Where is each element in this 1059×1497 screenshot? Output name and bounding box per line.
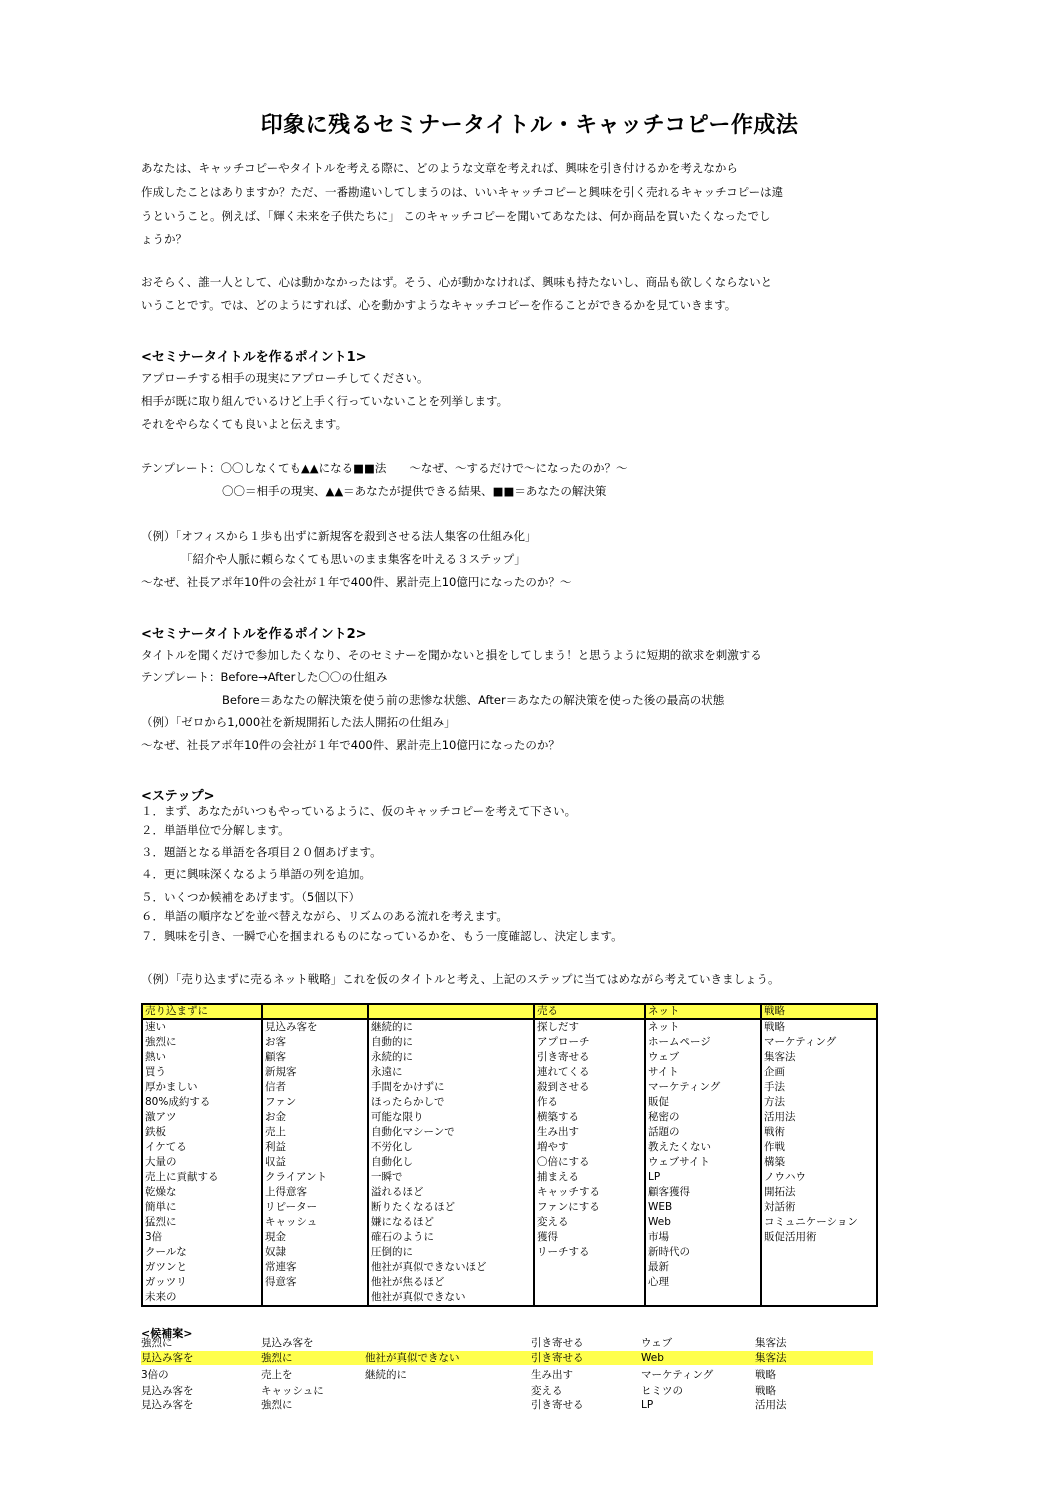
intro-line: ょうか？	[141, 232, 187, 246]
point1-line: 相手が既に取り組んでいるけど上手く行っていないことを列挙します。	[141, 394, 509, 408]
grid-column	[645, 1019, 761, 1306]
grid-word: 大量の	[145, 1156, 177, 1168]
candidate-word: 戦略	[755, 1369, 776, 1381]
grid-word: 自動的に	[371, 1036, 413, 1048]
point1-line: アプローチする相手の現実にアプローチしてください。	[141, 371, 429, 385]
grid-word: 得意客	[265, 1276, 297, 1288]
grid-word: 強烈に	[145, 1036, 177, 1048]
grid-word: 増やす	[537, 1141, 569, 1153]
grid-word: 断りたくなるほど	[371, 1201, 455, 1213]
grid-word: 熱い	[145, 1051, 166, 1063]
grid-word: 変える	[537, 1216, 569, 1228]
point1-heading: <セミナータイトルを作るポイント1>	[141, 350, 367, 365]
grid-column	[142, 1019, 262, 1306]
candidate-word: 3倍の	[141, 1369, 169, 1381]
grid-word: 売上	[265, 1126, 286, 1138]
grid-header-cell	[262, 1004, 368, 1019]
grid-word: 引き寄せる	[537, 1051, 590, 1063]
grid-word: コミュニケーション	[764, 1216, 858, 1228]
point2-example: ～なぜ、社長アポ年10件の会社が１年で400件、累計売上10億円になったのか？	[141, 738, 560, 752]
point1-example: ～なぜ、社長アポ年10件の会社が１年で400件、累計売上10億円になったのか？～	[141, 575, 572, 589]
grid-word: 自動化マシーンで	[371, 1126, 455, 1138]
point2-line: タイトルを聞くだけで参加したくなり、そのセミナーを聞かないと損をしてしまう！と思うように短期的欲求を刺激する	[141, 648, 762, 662]
point1-example: 「紹介や人脈に頼らなくても思いのまま集客を叶える３ステップ」	[181, 552, 526, 566]
point2-template: テンプレート：Before→Afterした〇〇の仕組み	[141, 670, 388, 684]
grid-word: 永続的に	[371, 1051, 413, 1063]
grid-word: 心理	[648, 1276, 669, 1288]
steps-heading: <ステップ>	[141, 789, 215, 804]
grid-word: 簡単に	[145, 1201, 177, 1213]
candidate-word: 見込み客を	[141, 1352, 194, 1364]
candidates-heading: <候補案>	[141, 1327, 193, 1340]
grid-word: 猛烈に	[145, 1216, 177, 1228]
grid-word: 開拓法	[764, 1186, 796, 1198]
intro-line: うということ。例えば、「輝く未来を子供たちに」 このキャッチコピーを聞いてあなたは、何か商品を買いたくなったでし	[141, 209, 771, 223]
grid-word: 話題の	[648, 1126, 680, 1138]
grid-word: 探しだす	[537, 1021, 579, 1033]
grid-word: 圧倒的に	[371, 1246, 413, 1258]
candidate-word: ヒミツの	[641, 1385, 683, 1397]
intro-line: あなたは、キャッチコピーやタイトルを考える際に、どのような文章を考えれば、興味を引き付けるかを考えなから	[141, 161, 738, 175]
grid-word: 連れてくる	[537, 1066, 590, 1078]
grid-word: クールな	[145, 1246, 187, 1258]
grid-word: 速い	[145, 1021, 166, 1033]
grid-word: 収益	[265, 1156, 286, 1168]
grid-header-cell: 売る	[534, 1004, 645, 1019]
grid-word: 確石のように	[371, 1231, 434, 1243]
grid-word: 不労化し	[371, 1141, 413, 1153]
grid-word: 顧客獲得	[648, 1186, 690, 1198]
candidate-word: 集客法	[755, 1337, 787, 1349]
grid-column	[761, 1019, 877, 1306]
candidate-word: ウェブ	[641, 1337, 673, 1349]
grid-word: 市場	[648, 1231, 669, 1243]
grid-column	[262, 1019, 368, 1306]
grid-word: 教えたくない	[648, 1141, 711, 1153]
candidate-word: キャッシュに	[261, 1385, 324, 1397]
grid-header-cell: ネット	[645, 1004, 761, 1019]
grid-column	[368, 1019, 534, 1306]
candidate-word: 変える	[531, 1385, 563, 1397]
grid-word: ノウハウ	[764, 1171, 806, 1183]
grid-word: 見込み客を	[265, 1021, 318, 1033]
grid-word: 横築する	[537, 1111, 579, 1123]
grid-word: 80%成約する	[145, 1096, 211, 1108]
grid-word: キャッチする	[537, 1186, 600, 1198]
step-item: ７．興味を引き、一瞬で心を掴まれるものになっているかを、もう一度確認し、決定します。	[141, 929, 623, 943]
candidate-word: 活用法	[755, 1399, 787, 1411]
grid-word: お金	[265, 1111, 286, 1123]
grid-word: 買う	[145, 1066, 166, 1078]
step-item: ５．いくつか候補をあげます。（5個以下）	[141, 890, 361, 904]
candidate-word: 生み出す	[531, 1369, 573, 1381]
grid-word: リピーター	[265, 1201, 318, 1213]
grid-word: 方法	[764, 1096, 785, 1108]
grid-word: 永遠に	[371, 1066, 403, 1078]
grid-word: キャッシュ	[265, 1216, 318, 1228]
grid-word: 活用法	[764, 1111, 796, 1123]
grid-word: LP	[648, 1171, 661, 1183]
grid-word: ガツンと	[145, 1261, 187, 1273]
grid-word: 溢れるほど	[371, 1186, 424, 1198]
grid-word: 売上に貢献する	[145, 1171, 219, 1183]
grid-word: 〇倍にする	[537, 1156, 590, 1168]
candidate-word: 継続的に	[365, 1369, 407, 1381]
step-item: ４．更に興味深くなるよう単語の列を追加。	[141, 867, 371, 881]
grid-word: 生み出す	[537, 1126, 579, 1138]
grid-body-row	[142, 1019, 877, 1306]
grid-header-cell	[368, 1004, 534, 1019]
grid-word: リーチする	[537, 1246, 590, 1258]
grid-word: ホームページ	[648, 1036, 711, 1048]
intro-line: おそらく、誰一人として、心は動かなかったはず。そう、心が動かなければ、興味も持たないし、商品も欲しくならないと	[141, 275, 773, 289]
grid-word: ほったらかしで	[371, 1096, 445, 1108]
grid-word: 可能な限り	[371, 1111, 424, 1123]
candidate-row	[141, 1351, 873, 1365]
candidate-word: 引き寄せる	[531, 1352, 584, 1364]
candidate-word: 見込み客を	[141, 1399, 194, 1411]
candidate-word: LP	[641, 1399, 654, 1411]
grid-word: 自動化し	[371, 1156, 413, 1168]
grid-word: 他社が焦るほど	[371, 1276, 445, 1288]
grid-word: 厚かましい	[145, 1081, 198, 1093]
grid-word: 最新	[648, 1261, 669, 1273]
point1-template-legend: 〇〇＝相手の現実、▲▲＝あなたが提供できる結果、■■＝あなたの解決策	[222, 484, 607, 498]
grid-word: 手間をかけずに	[371, 1081, 445, 1093]
grid-word: 手法	[764, 1081, 785, 1093]
grid-word: 戦略	[764, 1021, 785, 1033]
intro-line: 作成したことはありますか？ただ、一番勘違いしてしまうのは、いいキャッチコピーと興味を引く売れるキャッチコピーは違	[141, 185, 784, 199]
grid-word: 戦術	[764, 1126, 785, 1138]
point2-example: （例）「ゼロから1,000社を新規開拓した法人開拓の仕組み」	[141, 715, 456, 729]
step-item: １．まず、あなたがいつもやっているように、仮のキャッチコピーを考えて下さい。	[141, 804, 577, 818]
grid-word: 構築	[764, 1156, 785, 1168]
grid-header-cell: 売り込まずに	[142, 1004, 262, 1019]
grid-word: 乾燥な	[145, 1186, 177, 1198]
grid-word: 上得意客	[265, 1186, 307, 1198]
candidate-word: 他社が真似できない	[365, 1352, 460, 1364]
candidate-word: 戦略	[755, 1385, 776, 1397]
grid-word: ガッツリ	[145, 1276, 187, 1288]
point1-template: テンプレート：〇〇しなくても▲▲になる■■法 ～なぜ、～するだけで～になったのか？～	[141, 461, 628, 475]
grid-word: 激アツ	[145, 1111, 177, 1123]
grid-word: イケてる	[145, 1141, 187, 1153]
grid-word: アプローチ	[537, 1036, 590, 1048]
grid-word: 秘密の	[648, 1111, 680, 1123]
grid-word: 新規客	[265, 1066, 297, 1078]
grid-word: 顧客	[265, 1051, 286, 1063]
grid-word: 一瞬で	[371, 1171, 403, 1183]
page-title: 印象に残るセミナータイトル・キャッチコピー作成法	[260, 113, 799, 138]
grid-word: 常連客	[265, 1261, 297, 1273]
grid-word: 集客法	[764, 1051, 796, 1063]
candidate-word: 集客法	[755, 1352, 787, 1364]
candidate-word: 引き寄せる	[531, 1399, 584, 1411]
grid-word: ネット	[648, 1021, 680, 1033]
grid-word: ウェブサイト	[648, 1156, 710, 1168]
grid-word: マーケティング	[764, 1036, 837, 1048]
candidate-word: 売上を	[261, 1369, 293, 1381]
candidate-word: 強烈に	[261, 1399, 293, 1411]
point2-heading: <セミナータイトルを作るポイント2>	[141, 627, 367, 642]
grid-word: 利益	[265, 1141, 286, 1153]
grid-word: ファン	[265, 1096, 297, 1108]
grid-word: 新時代の	[648, 1246, 690, 1258]
step-item: ２．単語単位で分解します。	[141, 823, 290, 837]
grid-word: 捕まえる	[537, 1171, 579, 1183]
point1-example: （例）「オフィスから１歩も出ずに新規客を殺到させる法人集客の仕組み化」	[141, 529, 537, 543]
grid-word: ファンにする	[537, 1201, 600, 1213]
grid-word: 3倍	[145, 1231, 163, 1243]
grid-word: 他社が真似できない	[371, 1291, 466, 1303]
grid-word: 未来の	[145, 1291, 177, 1303]
grid-word: クライアント	[265, 1171, 327, 1183]
grid-word: お客	[265, 1036, 286, 1048]
grid-word: 販促活用術	[764, 1231, 817, 1243]
grid-word: WEB	[648, 1201, 673, 1213]
grid-word: 作る	[537, 1096, 558, 1108]
grid-word: 獲得	[537, 1231, 558, 1243]
candidate-word: Web	[641, 1352, 664, 1364]
step-item: ６．単語の順序などを並べ替えながら、リズムのある流れを考えます。	[141, 909, 508, 923]
grid-word: 作戦	[764, 1141, 785, 1153]
grid-word: 他社が真似できないほど	[371, 1261, 487, 1273]
grid-word: 対話術	[764, 1201, 796, 1213]
grid-word: Web	[648, 1216, 671, 1228]
example-line: （例）「売り込まずに売るネット戦略」これを仮のタイトルと考え、上記のステップに当てはめながら考えていきましょう。	[141, 972, 780, 986]
grid-word: 鉄板	[145, 1126, 166, 1138]
candidate-word: 引き寄せる	[531, 1337, 584, 1349]
grid-word: 現金	[265, 1231, 286, 1243]
grid-word: 企画	[764, 1066, 785, 1078]
step-item: ３．題語となる単語を各項目２０個あげます。	[141, 845, 382, 859]
grid-word: 継続的に	[371, 1021, 413, 1033]
grid-word: サイト	[648, 1066, 679, 1078]
grid-column	[534, 1019, 645, 1306]
candidate-word: 見込み客を	[141, 1385, 194, 1397]
candidate-word: 強烈に	[141, 1337, 173, 1349]
point1-line: それをやらなくても良いよと伝えます。	[141, 417, 348, 431]
candidate-word: 見込み客を	[261, 1337, 314, 1349]
grid-word: 嫌になるほど	[371, 1216, 434, 1228]
grid-word: マーケティング	[648, 1081, 721, 1093]
point2-template-legend: Before＝あなたの解決策を使う前の悲惨な状態、After＝あなたの解決策を使った後の最高の状態	[222, 693, 725, 707]
grid-word: 奴隷	[265, 1246, 286, 1258]
grid-header-cell: 戦略	[761, 1004, 877, 1019]
candidate-word: マーケティング	[641, 1369, 714, 1381]
grid-word: 販促	[648, 1096, 669, 1108]
grid-word: ウェブ	[648, 1051, 680, 1063]
grid-header-row	[142, 1004, 877, 1019]
grid-word: 信者	[265, 1081, 286, 1093]
word-grid	[141, 1003, 878, 1307]
intro-line: いうことです。では、どのようにすれば、心を動かすようなキャッチコピーを作ることができるかを見ていきます。	[141, 298, 737, 312]
grid-word: 殺到させる	[537, 1081, 590, 1093]
candidate-word: 強烈に	[261, 1352, 293, 1364]
